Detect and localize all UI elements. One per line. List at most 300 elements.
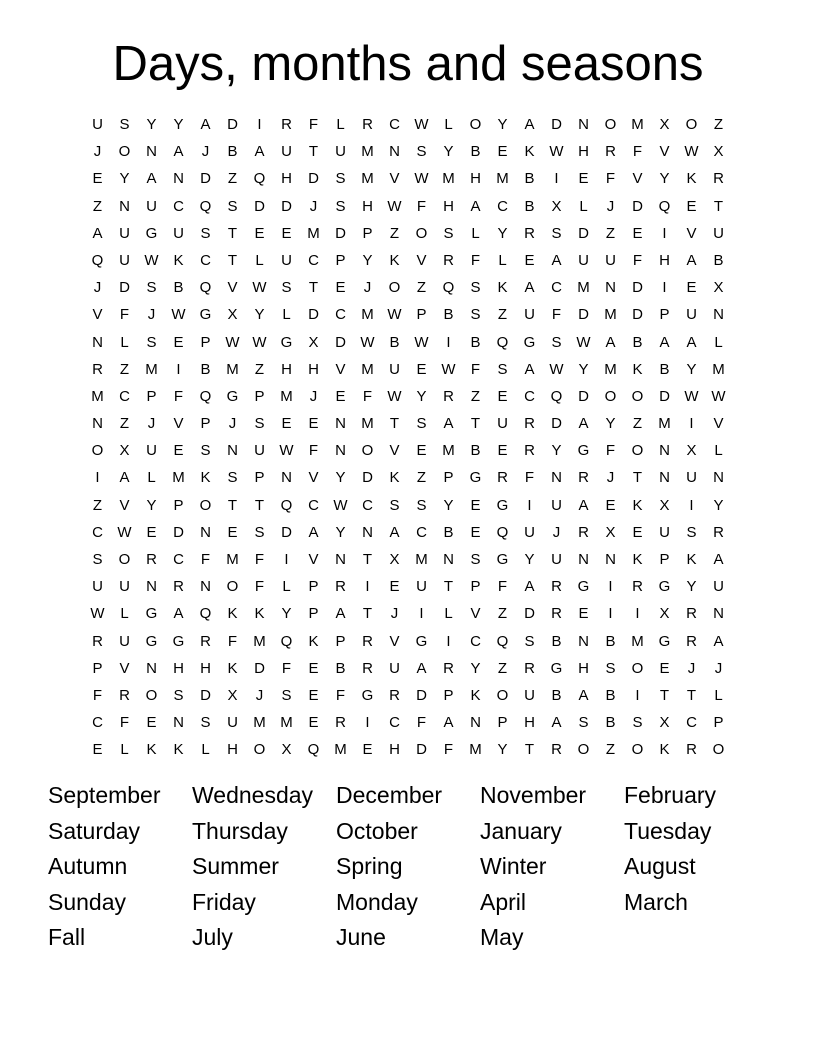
- grid-letter: B: [605, 714, 616, 732]
- grid-letter: R: [92, 360, 103, 378]
- grid-letter: P: [146, 387, 157, 405]
- grid-letter: A: [443, 714, 454, 732]
- grid-letter: C: [92, 523, 103, 541]
- grid-letter: R: [362, 632, 373, 650]
- grid-letter: O: [91, 442, 104, 460]
- grid-letter: H: [389, 741, 400, 759]
- grid-letter: O: [631, 659, 644, 677]
- grid-letter: G: [172, 632, 185, 650]
- grid-letter: E: [281, 224, 292, 242]
- grid-letter: P: [443, 469, 454, 487]
- word-list-item: November: [480, 782, 587, 808]
- grid-letter: E: [335, 279, 346, 297]
- grid-letter: R: [686, 741, 697, 759]
- grid-letter: U: [551, 551, 562, 568]
- grid-letter: A: [524, 360, 535, 378]
- grid-letter: Y: [578, 360, 589, 378]
- grid-letter: O: [577, 741, 590, 759]
- grid-letter: W: [441, 360, 456, 378]
- grid-letter: F: [200, 551, 211, 568]
- grid-letter: X: [659, 496, 670, 514]
- grid-letter: Z: [416, 469, 427, 487]
- grid-letter: N: [659, 469, 670, 487]
- grid-letter: G: [145, 605, 158, 623]
- grid-letter: N: [362, 523, 373, 541]
- grid-letter: S: [605, 659, 616, 677]
- grid-letter: D: [551, 415, 562, 433]
- grid-letter: F: [308, 442, 319, 460]
- grid-letter: W: [414, 116, 429, 133]
- grid-letter: D: [659, 387, 670, 405]
- grid-letter: Y: [686, 578, 697, 596]
- grid-letter: Z: [470, 387, 481, 405]
- word-list-item: June: [336, 924, 386, 951]
- grid-letter: O: [415, 224, 428, 242]
- grid-letter: E: [227, 523, 238, 541]
- grid-letter: R: [92, 632, 103, 650]
- grid-letter: F: [551, 306, 562, 324]
- grid-letter: I: [365, 714, 370, 732]
- grid-letter: C: [92, 714, 103, 732]
- grid-letter: J: [309, 197, 318, 215]
- grid-letter: A: [686, 251, 697, 269]
- grid-letter: H: [308, 360, 319, 378]
- grid-letter: D: [200, 686, 211, 704]
- grid-letter: J: [687, 659, 696, 677]
- word-list-item: Tuesday: [624, 817, 712, 844]
- grid-letter: M: [253, 714, 266, 732]
- grid-letter: M: [253, 632, 266, 650]
- grid-letter: O: [118, 551, 131, 568]
- grid-letter: I: [95, 469, 100, 487]
- grid-letter: I: [446, 333, 451, 351]
- grid-letter: E: [92, 741, 103, 759]
- grid-letter: P: [173, 496, 184, 514]
- grid-letter: J: [147, 415, 156, 433]
- grid-letter: E: [497, 387, 508, 405]
- word-list-item: Fall: [48, 924, 86, 951]
- grid-letter: Y: [497, 116, 508, 133]
- grid-letter: K: [146, 741, 157, 759]
- letter-grid: [84, 111, 732, 764]
- grid-letter: G: [469, 469, 482, 487]
- word-list-item: March: [624, 888, 688, 915]
- grid-letter: B: [470, 143, 481, 161]
- grid-letter: F: [173, 387, 184, 405]
- grid-letter: L: [282, 578, 291, 596]
- grid-letter: S: [227, 469, 238, 487]
- grid-letter: K: [524, 143, 535, 161]
- grid-letter: U: [92, 578, 103, 596]
- grid-letter: G: [496, 551, 509, 568]
- grid-letter: E: [524, 251, 535, 269]
- word-list-item: Winter: [480, 853, 547, 880]
- grid-letter: H: [470, 170, 481, 188]
- grid-letter: N: [146, 659, 157, 677]
- grid-letter: R: [443, 251, 454, 269]
- grid-letter: G: [145, 632, 158, 650]
- grid-letter: I: [689, 496, 694, 514]
- grid-letter: A: [578, 686, 589, 704]
- grid-letter: F: [443, 741, 454, 759]
- grid-letter: M: [226, 360, 239, 378]
- grid-letter: X: [659, 714, 670, 732]
- grid-letter: D: [200, 170, 211, 188]
- grid-letter: X: [713, 279, 724, 297]
- grid-letter: E: [308, 686, 319, 704]
- grid-letter: S: [524, 632, 535, 650]
- grid-letter: V: [308, 469, 319, 487]
- grid-letter: T: [227, 224, 238, 242]
- grid-letter: B: [173, 279, 184, 297]
- grid-letter: M: [361, 360, 374, 378]
- grid-letter: L: [444, 605, 453, 623]
- grid-letter: Z: [92, 496, 103, 514]
- grid-letter: T: [362, 605, 373, 623]
- grid-letter: F: [254, 551, 265, 568]
- grid-letter: T: [659, 686, 670, 704]
- grid-letter: Y: [416, 387, 427, 405]
- grid-letter: U: [551, 496, 562, 514]
- grid-letter: H: [362, 197, 373, 215]
- grid-letter: I: [662, 224, 667, 242]
- grid-letter: V: [713, 415, 724, 433]
- grid-letter: D: [227, 116, 238, 133]
- grid-letter: P: [470, 578, 481, 596]
- grid-letter: U: [578, 251, 589, 269]
- grid-letter: Z: [497, 659, 508, 677]
- grid-letter: N: [713, 469, 724, 487]
- grid-letter: I: [257, 116, 262, 133]
- grid-letter: K: [632, 496, 643, 514]
- grid-letter: W: [225, 333, 240, 351]
- grid-letter: U: [497, 415, 508, 433]
- grid-letter: S: [146, 279, 157, 297]
- grid-letter: A: [578, 415, 589, 433]
- grid-letter: T: [632, 469, 643, 487]
- grid-letter: O: [604, 116, 617, 133]
- grid-letter: P: [659, 306, 670, 324]
- grid-letter: K: [227, 605, 238, 623]
- grid-letter: U: [146, 442, 157, 460]
- grid-letter: D: [578, 387, 589, 405]
- grid-letter: O: [712, 741, 725, 759]
- word-list-item: August: [624, 853, 696, 880]
- grid-letter: N: [551, 469, 562, 487]
- grid-letter: Y: [497, 224, 508, 242]
- word-list-item: January: [480, 817, 562, 844]
- grid-letter: E: [173, 333, 184, 351]
- grid-letter: V: [416, 251, 427, 269]
- grid-letter: E: [470, 523, 481, 541]
- grid-letter: R: [605, 143, 616, 161]
- grid-letter: A: [686, 333, 697, 351]
- grid-letter: N: [173, 170, 184, 188]
- grid-letter: W: [414, 170, 429, 188]
- grid-letter: Z: [119, 360, 130, 378]
- grid-letter: W: [279, 442, 294, 460]
- grid-letter: R: [713, 523, 724, 541]
- grid-letter: I: [446, 632, 451, 650]
- grid-letter: O: [361, 442, 374, 460]
- grid-letter: V: [389, 170, 400, 188]
- grid-letter: W: [387, 306, 402, 324]
- grid-letter: J: [93, 143, 102, 161]
- grid-letter: Q: [496, 632, 509, 650]
- grid-letter: S: [497, 360, 508, 378]
- grid-letter: P: [362, 224, 373, 242]
- grid-letter: F: [281, 659, 292, 677]
- grid-letter: M: [145, 360, 158, 378]
- grid-letter: H: [173, 659, 184, 677]
- grid-letter: S: [686, 523, 697, 541]
- grid-letter: P: [497, 714, 508, 732]
- grid-letter: I: [635, 686, 640, 704]
- grid-letter: U: [713, 578, 724, 596]
- grid-letter: V: [389, 442, 400, 460]
- grid-letter: W: [684, 143, 699, 161]
- grid-letter: W: [144, 251, 159, 269]
- grid-letter: P: [416, 306, 427, 324]
- grid-letter: R: [524, 659, 535, 677]
- word-list-item: September: [48, 782, 161, 808]
- grid-letter: M: [604, 306, 617, 324]
- word-list-item: May: [480, 924, 524, 951]
- grid-letter: S: [416, 496, 427, 514]
- grid-letter: K: [173, 741, 184, 759]
- grid-letter: G: [577, 442, 590, 460]
- grid-letter: E: [416, 442, 427, 460]
- grid-letter: D: [362, 469, 373, 487]
- grid-letter: E: [308, 714, 319, 732]
- grid-letter: V: [92, 306, 103, 324]
- grid-letter: N: [119, 197, 130, 215]
- grid-letter: K: [227, 659, 238, 677]
- grid-letter: T: [308, 143, 319, 161]
- grid-letter: C: [416, 523, 427, 541]
- grid-letter: B: [443, 523, 454, 541]
- word-list-item: Spring: [336, 853, 403, 880]
- grid-letter: N: [92, 415, 103, 433]
- grid-letter: M: [415, 551, 428, 568]
- grid-letter: C: [200, 251, 211, 269]
- grid-letter: V: [173, 415, 184, 433]
- grid-letter: D: [578, 224, 589, 242]
- grid-letter: N: [281, 469, 292, 487]
- grid-letter: U: [173, 224, 184, 242]
- grid-letter: B: [713, 251, 724, 269]
- grid-letter: Z: [497, 306, 508, 324]
- grid-letter: M: [577, 279, 590, 297]
- grid-letter: E: [308, 659, 319, 677]
- grid-letter: J: [363, 279, 372, 297]
- grid-letter: U: [416, 578, 427, 596]
- grid-letter: J: [147, 306, 156, 324]
- grid-letter: R: [443, 659, 454, 677]
- grid-letter: U: [686, 469, 697, 487]
- grid-letter: U: [119, 251, 130, 269]
- grid-letter: Z: [416, 279, 427, 297]
- word-list-item: February: [624, 782, 717, 808]
- grid-letter: F: [632, 251, 643, 269]
- grid-letter: R: [632, 578, 643, 596]
- grid-letter: Z: [254, 360, 265, 378]
- grid-letter: B: [632, 333, 643, 351]
- grid-letter: H: [578, 143, 589, 161]
- grid-letter: Q: [253, 170, 266, 188]
- grid-letter: V: [470, 605, 481, 623]
- grid-letter: S: [632, 714, 643, 732]
- grid-letter: R: [362, 116, 373, 133]
- grid-letter: Q: [550, 387, 563, 405]
- grid-letter: D: [632, 306, 643, 324]
- grid-letter: R: [524, 224, 535, 242]
- grid-letter: W: [252, 279, 267, 297]
- grid-letter: D: [308, 170, 319, 188]
- grid-letter: V: [119, 496, 130, 514]
- grid-letter: Q: [442, 279, 455, 297]
- grid-letter: V: [632, 170, 643, 188]
- grid-letter: Q: [199, 197, 212, 215]
- word-list-item: Sunday: [48, 888, 127, 915]
- word-list-item: April: [480, 888, 527, 915]
- grid-letter: H: [227, 741, 238, 759]
- grid-letter: K: [686, 170, 697, 188]
- grid-letter: D: [254, 659, 265, 677]
- grid-letter: A: [173, 605, 184, 623]
- grid-letter: V: [308, 551, 319, 568]
- page-title: Days, months and seasons: [112, 37, 704, 91]
- grid-letter: I: [419, 605, 424, 623]
- grid-letter: S: [443, 224, 454, 242]
- grid-letter: F: [416, 197, 427, 215]
- grid-letter: B: [605, 686, 616, 704]
- grid-letter: N: [146, 143, 157, 161]
- grid-letter: Q: [496, 333, 509, 351]
- grid-letter: F: [416, 714, 427, 732]
- grid-letter: Y: [551, 442, 562, 460]
- grid-letter: C: [497, 197, 508, 215]
- grid-letter: W: [387, 387, 402, 405]
- grid-letter: D: [524, 605, 535, 623]
- grid-letter: S: [146, 333, 157, 351]
- grid-letter: N: [146, 578, 157, 596]
- grid-letter: O: [199, 496, 212, 514]
- grid-letter: P: [254, 387, 265, 405]
- grid-letter: K: [686, 551, 697, 568]
- grid-letter: F: [308, 116, 319, 133]
- grid-letter: G: [658, 632, 671, 650]
- grid-letter: B: [470, 333, 481, 351]
- grid-letter: E: [146, 714, 157, 732]
- grid-letter: P: [254, 469, 265, 487]
- grid-letter: O: [253, 741, 266, 759]
- grid-letter: M: [658, 415, 671, 433]
- grid-letter: E: [389, 578, 400, 596]
- grid-letter: O: [226, 578, 239, 596]
- grid-letter: R: [173, 578, 184, 596]
- grid-letter: O: [388, 279, 401, 297]
- grid-letter: M: [442, 170, 455, 188]
- grid-letter: U: [389, 360, 400, 378]
- grid-letter: A: [605, 333, 616, 351]
- grid-letter: U: [524, 686, 535, 704]
- grid-letter: Z: [92, 197, 103, 215]
- grid-letter: R: [443, 387, 454, 405]
- grid-letter: J: [255, 686, 264, 704]
- grid-letter: W: [90, 605, 105, 623]
- grid-letter: K: [389, 469, 400, 487]
- grid-letter: D: [551, 116, 562, 133]
- grid-letter: E: [497, 143, 508, 161]
- grid-letter: D: [335, 224, 346, 242]
- grid-letter: M: [442, 442, 455, 460]
- grid-letter: A: [470, 197, 481, 215]
- grid-letter: R: [362, 659, 373, 677]
- grid-letter: A: [713, 632, 724, 650]
- grid-letter: S: [335, 197, 346, 215]
- grid-letter: M: [172, 469, 185, 487]
- grid-letter: E: [578, 605, 589, 623]
- grid-letter: S: [254, 523, 265, 541]
- grid-letter: U: [227, 714, 238, 732]
- grid-letter: R: [119, 686, 130, 704]
- grid-letter: U: [524, 306, 535, 324]
- grid-letter: M: [334, 741, 347, 759]
- grid-letter: Q: [496, 523, 509, 541]
- grid-letter: D: [254, 197, 265, 215]
- grid-letter: J: [228, 415, 237, 433]
- grid-letter: M: [280, 387, 293, 405]
- grid-letter: I: [689, 415, 694, 433]
- grid-letter: H: [524, 714, 535, 732]
- grid-letter: H: [443, 197, 454, 215]
- grid-letter: I: [527, 496, 532, 514]
- grid-letter: V: [659, 143, 670, 161]
- grid-letter: M: [91, 387, 104, 405]
- grid-letter: A: [173, 143, 184, 161]
- grid-letter: G: [496, 496, 509, 514]
- grid-letter: U: [281, 251, 292, 269]
- grid-letter: L: [444, 116, 453, 133]
- grid-letter: G: [415, 632, 428, 650]
- word-list-item: Summer: [192, 853, 279, 880]
- grid-letter: L: [120, 741, 129, 759]
- grid-letter: L: [579, 197, 588, 215]
- word-list-item: Autumn: [48, 853, 128, 880]
- grid-letter: X: [119, 442, 130, 460]
- grid-letter: Z: [389, 224, 400, 242]
- grid-letter: M: [280, 714, 293, 732]
- grid-letter: W: [414, 333, 429, 351]
- grid-letter: J: [93, 279, 102, 297]
- grid-letter: D: [335, 333, 346, 351]
- grid-letter: K: [389, 251, 400, 269]
- grid-letter: Y: [686, 360, 697, 378]
- word-list-item: December: [336, 782, 443, 808]
- grid-letter: Q: [280, 632, 293, 650]
- grid-letter: A: [92, 224, 103, 242]
- grid-letter: M: [496, 170, 509, 188]
- grid-letter: L: [201, 741, 210, 759]
- grid-letter: A: [119, 469, 130, 487]
- grid-letter: N: [92, 333, 103, 351]
- grid-letter: C: [173, 551, 184, 568]
- grid-letter: L: [498, 251, 507, 269]
- grid-letter: E: [497, 442, 508, 460]
- grid-letter: R: [524, 415, 535, 433]
- grid-letter: R: [578, 469, 589, 487]
